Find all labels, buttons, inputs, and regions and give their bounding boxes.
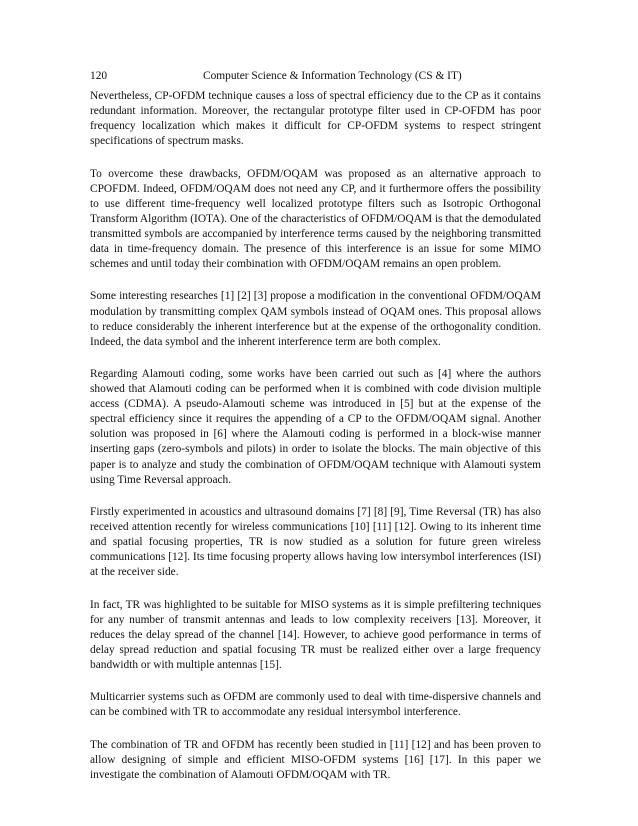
paragraph-time-reversal: Firstly experimented in acoustics and ultrasound domains [7] [8] [9], Time Reversal (TR) has also received attention recently for wireless communications [10] [11] [12]. Owing to its inherent time and spatial focusing properties, TR is now studied as a solution for future green wireless communications [12]. Its time focusing property allows having low intersymbol interferences (ISI) at the receiver side.: [90, 505, 541, 579]
body-text: [90, 89, 541, 800]
paragraph-cp-ofdm-drawbacks: Nevertheless, CP-OFDM technique causes a loss of spectral efficiency due to the CP as it contains redundant information. Moreover, the rectangular prototype filter used in CP-OFDM has poor frequency localization which makes it difficult for CP-OFDM systems to respect stringent specifications of spectrum masks.: [90, 90, 541, 148]
paragraph-tr-miso: In fact, TR was highlighted to be suitable for MISO systems as it is simple prefiltering techniques for any number of transmit antennas and leads to low complexity receivers [13]. Moreover, it reduces the delay spread of the channel [14]. However, to achieve good performance in terms of delay spread reduction and spatial focusing TR must be realized either over a large frequency bandwidth or with multiple antennas [15].: [90, 598, 541, 671]
paragraph-tr-ofdm-combination: The combination of TR and OFDM has recently been studied in [11] [12] and has been proven to allow designing of simple and efficient MISO-OFDM systems [16] [17]. In this paper we investigate the combination of Alamouti OFDM/OQAM with TR.: [90, 738, 541, 781]
paragraph-ofdm-oqam-intro: To overcome these drawbacks, OFDM/OQAM was proposed as an alternative approach to CPOFDM. Indeed, OFDM/OQAM does not need any CP, and it furthermore offers the possibility to use different time-frequency well localized prototype filters such as Isotropic Orthogonal Transform Algorithm (IOTA). One of the characteristics of OFDM/OQAM is that the demodulated transmitted symbols are accompanied by interference terms caused by the neighboring transmitted data in time-frequency domain. The presence of this interference is an issue for some MIMO schemes and until today their combination with OFDM/OQAM remains an open problem.: [90, 167, 541, 271]
page-number: 120: [90, 70, 108, 82]
paragraph-alamouti-coding: Regarding Alamouti coding, some works have been carried out such as [4] where the authors showed that Alamouti coding can be performed when it is combined with code division multiple access (CDMA). A pseudo-Alamouti scheme was introduced in [5] but at the expense of the spectral efficiency since it requires the appending of a CP to the OFDM/OQAM signal. Another solution was proposed in [6] where the Alamouti coding is performed in a block-wise manner inserting gaps (zero-symbols and pilots) in order to isolate the blocks. The main objective of this paper is to analyze and study the combination of OFDM/OQAM technique with Alamouti system using Time Reversal approach.: [90, 367, 541, 486]
journal-title: Computer Science & Information Technology (CS & IT): [203, 70, 462, 82]
running-header: [90, 69, 540, 83]
paragraph-qam-modification: Some interesting researches [1] [2] [3] propose a modification in the conventional OFDM/OQAM modulation by transmitting complex QAM symbols instead of OQAM ones. This proposal allows to reduce considerably the inherent interference but at the expense of the orthogonality condition. Indeed, the data symbol and the inherent interference term are both complex.: [90, 290, 541, 348]
paragraph-multicarrier: Multicarrier systems such as OFDM are commonly used to deal with time-dispersive channels and can be combined with TR to accommodate any residual intersymbol interference.: [90, 691, 541, 719]
